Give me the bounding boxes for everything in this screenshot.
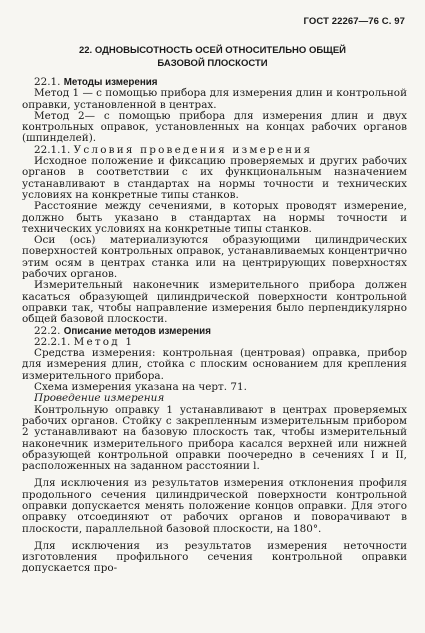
measuring-tip-paragraph: Измерительный наконечник измерительного прибора должен касаться образующей цилиндрической поверхности контрольной оправки так, чтобы направление измерения было перпендикулярно общей базовой плоскости. — [22, 279, 407, 326]
initial-position-paragraph: Исходное положение и фиксацию проверяемых и других рабочих органов в соответствии с их функциональным назначением устанавливают в стандартах на нормы точности и технических условиях на конкретные типы станков. — [22, 155, 407, 201]
subsection-number: 22.1. — [34, 76, 61, 88]
subsection-title: Методы измерения — [63, 77, 158, 88]
subsection-title: Условия проведения измерения — [73, 143, 313, 156]
section-title-line-2: БАЗОВОЙ ПЛОСКОСТИ — [157, 58, 268, 69]
scheme-paragraph: Схема измерения указана на черт. 71. — [34, 381, 247, 394]
subsection-title: Метод 1 — [73, 335, 135, 348]
document-body — [22, 77, 407, 575]
subsection-title: Описание методов измерения — [63, 325, 211, 337]
procedure-heading: Проведение измерения — [34, 392, 165, 405]
exclusion-paragraph-2: Для исключения из результатов измерения неточности изготовления профильного сечения контрольной оправки допускается про- — [22, 539, 407, 575]
axes-paragraph: Оси (ось) материализуются образующими цилиндрических поверхностей контрольных оправок, устанавливаемых концентрично этим осям в центрах станка или на центрирующих поверхностях рабочих органов. — [22, 234, 407, 281]
section-title-line-1: 22. ОДНОВЫСОТНОСТЬ ОСЕЙ ОТНОСИТЕЛЬНО ОБЩЕЙ — [78, 45, 347, 56]
distance-paragraph: Расстояние между сечениями, в которых проводят измерение, должно быть указано в стандартах на нормы точности и технических условиях на конкретные типы станков. — [22, 200, 407, 235]
subsection-number: 22.1.1. — [34, 143, 71, 156]
subsection-number: 22.2.1. — [34, 335, 71, 348]
exclusion-paragraph-1: Для исключения из результатов измерения отклонения профиля продольного сечения цилиндрической поверхности контрольной оправки допускается менять положение концов оправки. Для этого оправку отсоединяют от рабочих органов и поворачивают в плоскости, параллельной базовой плоскости, на 180°. — [22, 477, 407, 535]
measuring-means-paragraph: Средства измерения: контрольная (центровая) оправка, прибор для измерения длин, стойка с плоским основанием для крепления измерительного прибора. — [22, 347, 407, 382]
page-header: ГОСТ 22267—76 С. 97 — [303, 16, 405, 27]
method-1-paragraph: Метод 1 — с помощью прибора для измерения длин и контрольной оправки, установленной в центрах. — [22, 87, 407, 111]
subsection-number: 22.2. — [34, 324, 61, 337]
method-2-paragraph: Метод 2— с помощью прибора для измерения длин и двух контрольных оправок, установленных на концах рабочих органов (шпинделей). — [22, 109, 407, 145]
section-title — [0, 44, 425, 70]
procedure-paragraph: Контрольную оправку 1 устанавливают в центрах проверяемых рабочих органов. Стойку с закрепленным измерительным прибором 2 устанавливают на базовую плоскость так, чтобы измерительный наконечник измерительного прибора касался верхней или нижней образующей контрольной оправки поочередно в сечениях I и II, расположенных на заданном расстоянии l. — [22, 403, 407, 473]
